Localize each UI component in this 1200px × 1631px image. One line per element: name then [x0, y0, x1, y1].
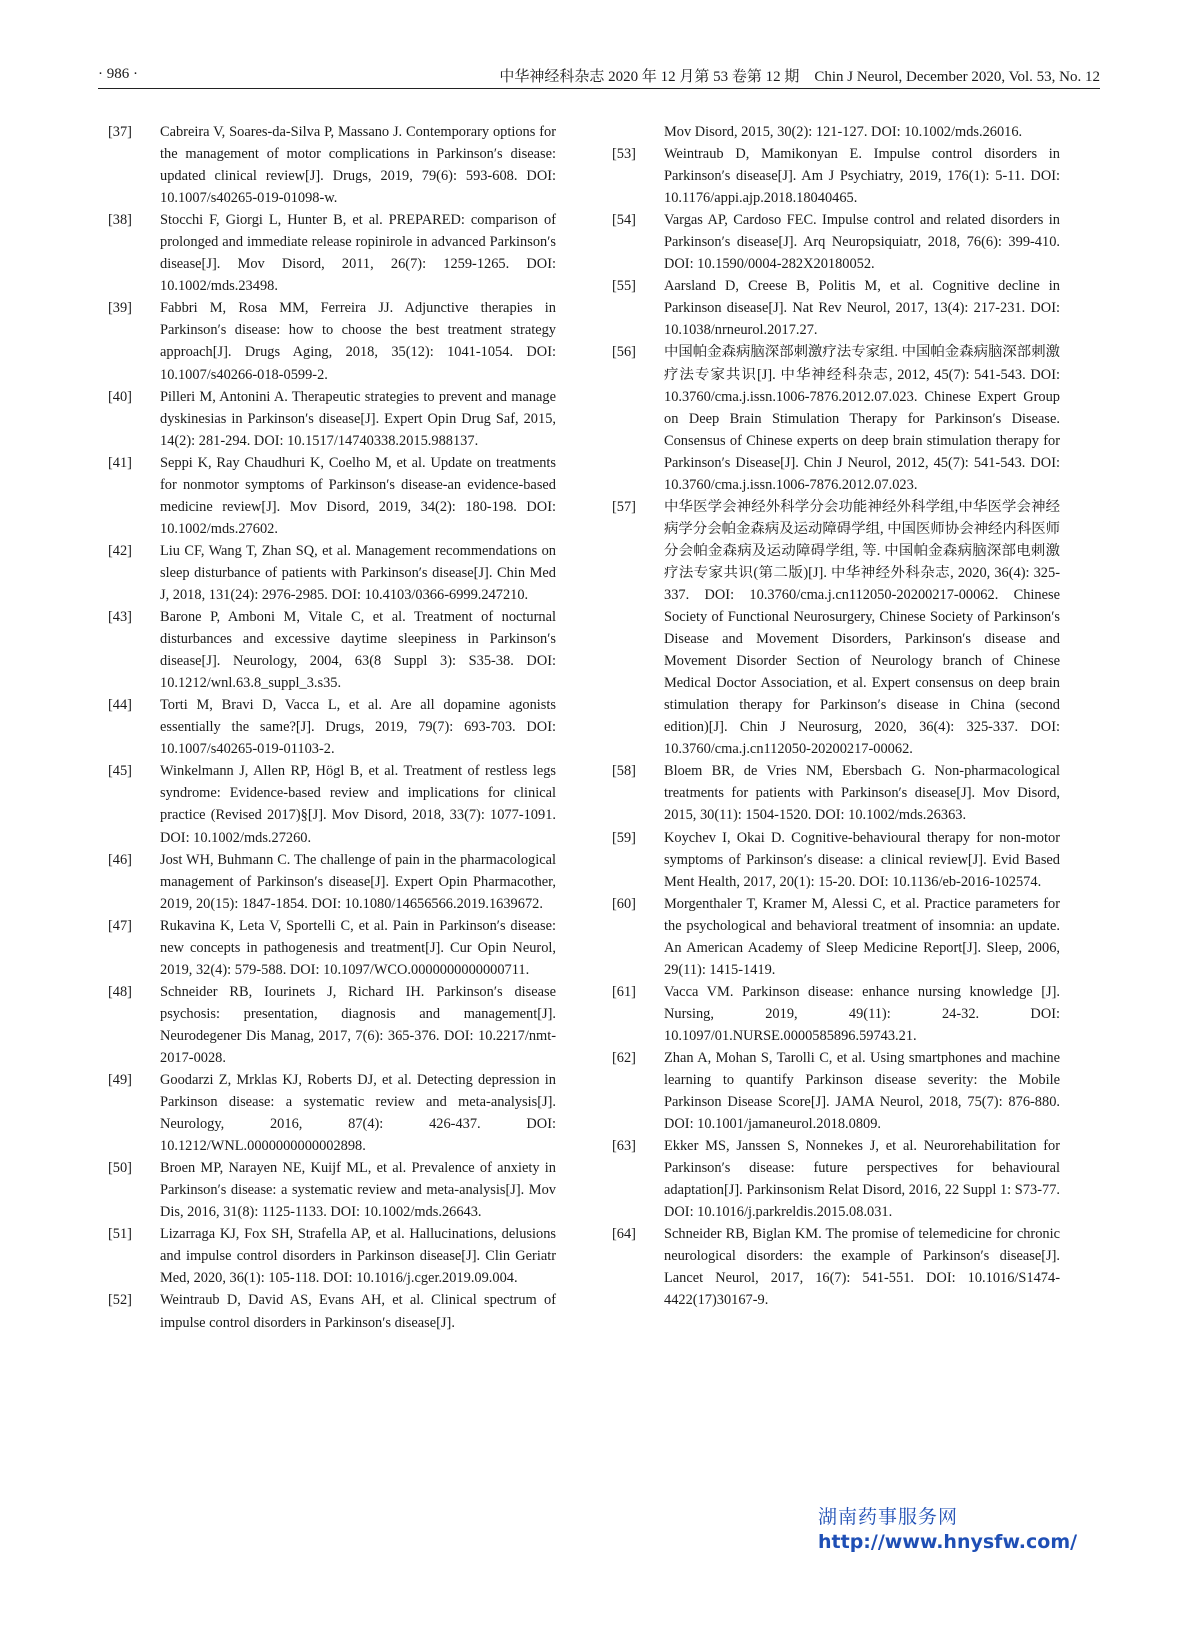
reference-entry — [612, 143, 1060, 209]
reference-entry — [612, 760, 1060, 826]
reference-text: Bloem BR, de Vries NM, Ebersbach G. Non-pharmacological treatments for patients with Parkinson′s disease[J]. Mov Disord, 2015, 30(11): 1504-1520. DOI: 10.1002/mds.26363. — [664, 763, 1060, 824]
reference-entry — [108, 540, 556, 606]
reference-text: Barone P, Amboni M, Vitale C, et al. Treatment of nocturnal disturbances and excessive daytime sleepiness in Parkinson′s disease[J]. Neurology, 2004, 63(8 Suppl 3): S35-38. DOI: 10.1212/wnl.63.8_suppl_3.s35. — [160, 609, 556, 692]
reference-entry — [108, 915, 556, 981]
page-number: · 986 · — [98, 66, 138, 82]
reference-number: [49] — [108, 1072, 132, 1089]
reference-entry — [108, 606, 556, 694]
reference-text: Schneider RB, Iourinets J, Richard IH. Parkinson′s disease psychosis: presentation, diagnosis and management[J]. Neurodegener Dis Manag, 2017, 7(6): 365-376. DOI: 10.2217/nmt-2017-0028. — [160, 983, 556, 1066]
reference-entry — [108, 1157, 556, 1223]
reference-text: Cabreira V, Soares-da-Silva P, Massano J. Contemporary options for the management of motor complications in Parkinson′s disease: updated clinical review[J]. Drugs, 2019, 79(6): 593-608. DOI: 10.1007/s40265-019-01098-w. — [160, 124, 556, 207]
reference-entry — [612, 1135, 1060, 1223]
reference-number: [44] — [108, 697, 132, 714]
page-header — [98, 60, 1100, 89]
reference-continuation: Mov Disord, 2015, 30(2): 121-127. DOI: 10.1002/mds.26016. — [664, 124, 1023, 140]
reference-text: Lizarraga KJ, Fox SH, Strafella AP, et al. Hallucinations, delusions and impulse control disorders in Parkinson disease[J]. Clin Geriatr Med, 2020, 36(1): 105-118. DOI: 10.1016/j.cger.2019.09.004. — [160, 1226, 556, 1287]
reference-number: [64] — [612, 1226, 636, 1243]
reference-text: Goodarzi Z, Mrklas KJ, Roberts DJ, et al. Detecting depression in Parkinson disease: a systematic review and meta-analysis[J]. Neurology, 2016, 87(4): 426-437. DOI: 10.1212/WNL.0000000000002898. — [160, 1072, 556, 1155]
reference-entry — [108, 1289, 556, 1333]
reference-number: [39] — [108, 300, 132, 317]
reference-number: [40] — [108, 388, 132, 405]
reference-text: Stocchi F, Giorgi L, Hunter B, et al. PREPARED: comparison of prolonged and immediate release ropinirole in advanced Parkinson′s disease[J]. Mov Disord, 2011, 26(7): 1259-1265. DOI: 10.1002/mds.23498. — [160, 212, 556, 295]
reference-entry — [612, 981, 1060, 1047]
reference-text: Winkelmann J, Allen RP, Högl B, et al. Treatment of restless legs syndrome: Evidence-based review and implications for clinical practice (Revised 2017)§[J]. Mov Disord, 2018, 33(7): 1077-1091. DOI: 10.1002/mds.27260. — [160, 763, 556, 846]
reference-number: [52] — [108, 1292, 132, 1309]
reference-list-right-column — [612, 121, 1060, 1312]
reference-number: [55] — [612, 278, 636, 295]
reference-text: Torti M, Bravi D, Vacca L, et al. Are all dopamine agonists essentially the same?[J]. Drugs, 2019, 79(7): 693-703. DOI: 10.1007/s40265-019-01103-2. — [160, 697, 556, 758]
reference-number: [53] — [612, 146, 636, 163]
reference-text: Ekker MS, Janssen S, Nonnekes J, et al. Neurorehabilitation for Parkinson′s disease: future perspectives for behavioural adaptation[J]. Parkinsonism Relat Disord, 2016, 22 Suppl 1: S73-77. DOI: 10.1016/j.parkreldis.2015.08.031. — [664, 1138, 1060, 1221]
reference-text: Seppi K, Ray Chaudhuri K, Coelho M, et al. Update on treatments for nonmotor symptoms of Parkinson′s disease-an evidence-based medicine review[J]. Mov Disord, 2019, 34(2): 180-198. DOI: 10.1002/mds.27602. — [160, 454, 556, 537]
reference-text: Schneider RB, Biglan KM. The promise of telemedicine for chronic neurological disorders: the example of Parkinson′s disease[J]. Lancet Neurol, 2017, 16(7): 541-551. DOI: 10.1016/S1474-4422(17)30167-9. — [664, 1226, 1060, 1309]
reference-number: [60] — [612, 895, 636, 912]
reference-entry — [108, 297, 556, 385]
reference-text: Rukavina K, Leta V, Sportelli C, et al. Pain in Parkinson′s disease: new concepts in pathogenesis and treatment[J]. Cur Opin Neurol, 2019, 32(4): 579-588. DOI: 10.1097/WCO.0000000000000711. — [160, 917, 556, 978]
reference-entry — [612, 1047, 1060, 1135]
reference-number: [37] — [108, 124, 132, 140]
reference-entry — [108, 760, 556, 848]
reference-text: Koychev I, Okai D. Cognitive-behavioural therapy for non-motor symptoms of Parkinson′s disease: a clinical review[J]. Evid Based Ment Health, 2017, 20(1): 15-20. DOI: 10.1136/eb-2016-102574. — [664, 829, 1060, 890]
reference-entry — [108, 981, 556, 1069]
reference-number: [41] — [108, 454, 132, 471]
reference-entry — [108, 1223, 556, 1289]
reference-number: [50] — [108, 1160, 132, 1177]
reference-text: Liu CF, Wang T, Zhan SQ, et al. Management recommendations on sleep disturbance of patients with Parkinson′s disease[J]. Chin Med J, 2018, 131(24): 2976-2985. DOI: 10.4103/0366-6999.247210. — [160, 542, 556, 603]
reference-number: [45] — [108, 763, 132, 780]
reference-entry — [612, 1223, 1060, 1311]
reference-entry — [108, 121, 556, 209]
watermark-title: 湖南药事服务网 — [818, 1506, 959, 1528]
reference-text: Fabbri M, Rosa MM, Ferreira JJ. Adjunctive therapies in Parkinson′s disease: how to choose the best treatment strategy approach[J]. Drugs Aging, 2018, 35(12): 1041-1054. DOI: 10.1007/s40266-018-0599-2. — [160, 300, 556, 383]
reference-number: [51] — [108, 1226, 132, 1243]
reference-text: Pilleri M, Antonini A. Therapeutic strategies to prevent and manage dyskinesias in Parkinson′s disease[J]. Expert Opin Drug Saf, 2015, 14(2): 281-294. DOI: 10.1517/14740338.2015.988137. — [160, 388, 556, 449]
reference-text: Weintraub D, Mamikonyan E. Impulse control disorders in Parkinson′s disease[J]. Am J Psychiatry, 2019, 176(1): 5-11. DOI: 10.1176/appi.ajp.2018.18040465. — [664, 146, 1060, 207]
reference-text: Jost WH, Buhmann C. The challenge of pain in the pharmacological management of Parkinson′s disease[J]. Expert Opin Pharmacother, 2019, 20(15): 1847-1854. DOI: 10.1080/14656566.2019.1639672. — [160, 851, 556, 912]
watermark-url-link[interactable]: http://www.hnysfw.com/ — [818, 1531, 1078, 1553]
reference-entry — [612, 275, 1060, 341]
reference-entry — [108, 849, 556, 915]
reference-list-left-column — [108, 121, 556, 1334]
reference-number: [57] — [612, 498, 636, 515]
watermark[interactable] — [818, 1502, 1077, 1553]
reference-entry — [612, 209, 1060, 275]
reference-entry — [108, 694, 556, 760]
reference-number: [48] — [108, 983, 132, 1000]
reference-number: [46] — [108, 851, 132, 868]
reference-number: [43] — [108, 609, 132, 626]
reference-number: [62] — [612, 1049, 636, 1066]
reference-number: [38] — [108, 212, 132, 229]
reference-text: Vacca VM. Parkinson disease: enhance nursing knowledge [J]. Nursing, 2019, 49(11): 24-32. DOI: 10.1097/01.NURSE.0000585896.59743.21. — [664, 983, 1060, 1044]
reference-entry — [108, 386, 556, 452]
reference-text: 中国帕金森病脑深部刺激疗法专家组. 中国帕金森病脑深部刺激疗法专家共识[J]. 中华神经科杂志, 2012, 45(7): 541-543. DOI: 10.3760/cma.j.issn.1006-7876.2012.07.023. Chinese Expert Group on Deep Brain Stimulation Therapy for Parkinson′s Disease. Consensus of Chinese experts on deep brain stimulation therapy for Parkinson′s Disease[J]. Chin J Neurol, 2012, 45(7): 541-543. DOI: 10.3760/cma.j.issn.1006-7876.2012.07.023. — [664, 344, 1060, 493]
reference-text: Aarsland D, Creese B, Politis M, et al. Cognitive decline in Parkinson disease[J]. Nat Rev Neurol, 2017, 13(4): 217-231. DOI: 10.1038/nrneurol.2017.27. — [664, 278, 1060, 339]
reference-entry — [108, 1069, 556, 1157]
reference-number: [59] — [612, 829, 636, 846]
reference-entry — [612, 827, 1060, 893]
reference-entry — [612, 893, 1060, 981]
reference-entry — [108, 209, 556, 297]
journal-running-title: 中华神经科杂志 2020 年 12 月第 53 卷第 12 期 Chin J Neurol, December 2020, Vol. 53, No. 12 — [499, 69, 1100, 85]
reference-number: [47] — [108, 917, 132, 934]
reference-text: Weintraub D, David AS, Evans AH, et al. Clinical spectrum of impulse control disorders in Parkinson′s disease[J]. — [160, 1292, 556, 1331]
reference-text: Zhan A, Mohan S, Tarolli C, et al. Using smartphones and machine learning to quantify Parkinson disease severity: the Mobile Parkinson Disease Score[J]. JAMA Neurol, 2018, 75(7): 876-880. DOI: 10.1001/jamaneurol.2018.0809. — [664, 1049, 1060, 1133]
reference-text: Vargas AP, Cardoso FEC. Impulse control and related disorders in Parkinson′s disease[J]. Arq Neuropsiquiatr, 2018, 76(6): 399-410. DOI: 10.1590/0004-282X20180052. — [664, 212, 1060, 273]
reference-number: [54] — [612, 212, 636, 229]
reference-text: 中华医学会神经外科学分会功能神经外科学组,中华医学会神经病学分会帕金森病及运动障碍学组, 中国医师协会神经内科医师分会帕金森病及运动障碍学组, 等. 中国帕金森病脑深部电刺激疗法专家共识(第二版)[J]. 中华神经外科杂志, 2020, 36(4): 325-337. DOI: 10.3760/cma.j.cn112050-20200217-00062. Chinese Society of Functional Neurosurgery, Chinese Society of Parkinson′s Disease and Movement Disorders, Parkinson′s disease and Movement Disorder Section of Neurology branch of Chinese Medical Doctor Association, et al. Expert consensus on deep brain stimulation therapy for Parkinson′s disease in China (second edition)[J]. Chin J Neurosurg, 2020, 36(4): 325-337. DOI: 10.3760/cma.j.cn112050-20200217-00062. — [664, 498, 1060, 758]
reference-entry — [612, 341, 1060, 495]
reference-number: [42] — [108, 542, 132, 559]
reference-text: Broen MP, Narayen NE, Kuijf ML, et al. Prevalence of anxiety in Parkinson′s disease: a systematic review and meta-analysis[J]. Mov Dis, 2016, 31(8): 1125-1133. DOI: 10.1002/mds.26643. — [160, 1160, 556, 1221]
reference-text: Morgenthaler T, Kramer M, Alessi C, et al. Practice parameters for the psychological and behavioral treatment of insomnia: an update. An American Academy of Sleep Medicine Report[J]. Sleep, 2006, 29(11): 1415-1419. — [664, 895, 1060, 978]
reference-entry — [108, 452, 556, 540]
reference-number: [61] — [612, 983, 636, 1000]
reference-entry — [612, 496, 1060, 761]
reference-number: [58] — [612, 763, 636, 780]
reference-number: [56] — [612, 344, 636, 361]
reference-number: [63] — [612, 1138, 636, 1155]
